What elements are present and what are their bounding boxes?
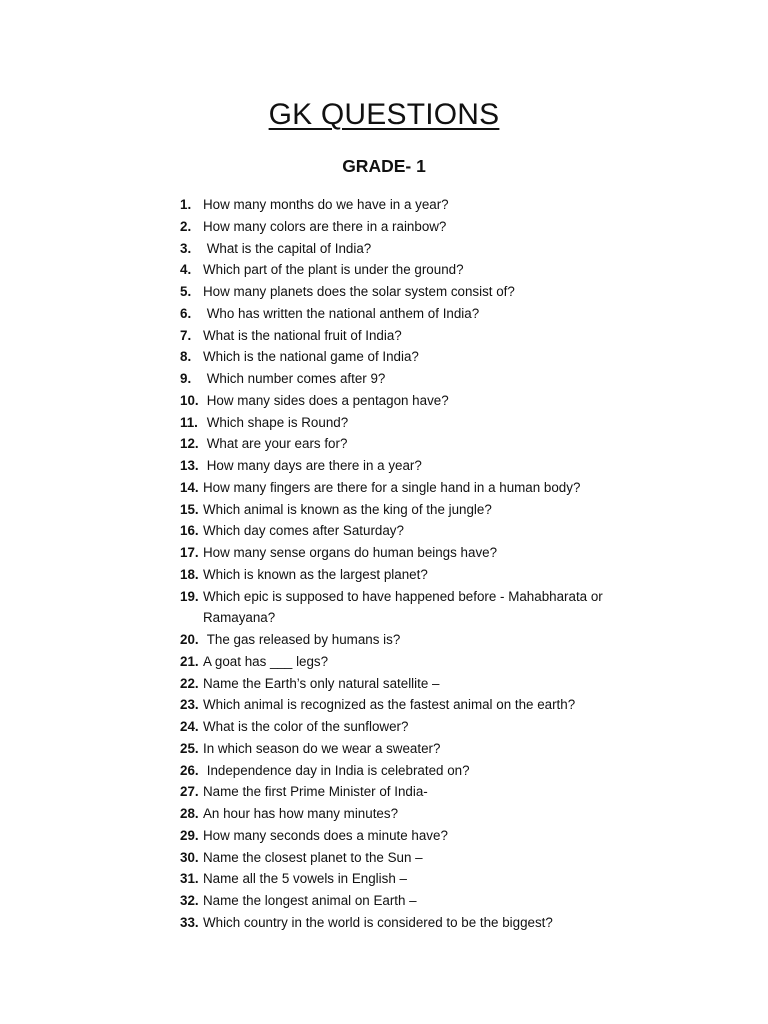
question-number: 17. — [180, 545, 199, 560]
question-item — [180, 760, 640, 782]
question-item — [180, 216, 640, 238]
question-item — [180, 303, 640, 325]
question-number: 30. — [180, 849, 199, 865]
question-number: 15. — [180, 501, 199, 517]
question-number: 26. — [180, 762, 199, 778]
question-number: 21. — [180, 653, 199, 669]
question-text: An hour has how many minutes? — [203, 806, 399, 821]
question-item — [180, 847, 640, 869]
grade-heading: GRADE- 1 — [342, 156, 426, 176]
question-text: Which part of the plant is under the ground? — [203, 262, 464, 278]
question-text: What is the color of the sunflower? — [203, 719, 409, 734]
question-number: 23. — [180, 697, 199, 713]
question-number: 4. — [180, 262, 192, 278]
question-number: 29. — [180, 827, 199, 843]
question-number: 11. — [180, 414, 198, 430]
question-text: A goat has ___ legs? — [203, 653, 329, 669]
question-item — [180, 433, 640, 455]
question-text: How many days are there in a year? — [203, 458, 422, 473]
question-item — [180, 368, 640, 390]
question-number: 3. — [180, 240, 192, 256]
question-item — [180, 738, 640, 760]
question-text: Name the longest animal on Earth – — [203, 893, 417, 908]
question-item — [180, 651, 640, 673]
question-text: How many sides does a pentagon have? — [203, 392, 449, 408]
question-number: 18. — [180, 566, 199, 582]
question-number: 16. — [180, 523, 199, 539]
question-number: 33. — [180, 914, 199, 930]
question-item — [180, 803, 640, 825]
question-number: 2. — [180, 218, 192, 234]
question-item — [180, 542, 640, 564]
question-text: Which is the national game of India? — [203, 349, 419, 365]
question-item — [180, 673, 640, 695]
question-text: How many sense organs do human beings have? — [203, 545, 498, 560]
question-text: How many months do we have in a year? — [203, 197, 449, 212]
question-list — [180, 194, 640, 934]
question-item — [180, 455, 640, 477]
question-text: Which number comes after 9? — [203, 371, 386, 386]
question-number: 20. — [180, 632, 199, 647]
question-item — [180, 259, 640, 281]
question-text: How many fingers are there for a single hand in a human body? — [203, 479, 581, 495]
question-number: 5. — [180, 284, 192, 299]
question-number: 25. — [180, 740, 199, 756]
page-title: GK QUESTIONS — [268, 98, 500, 131]
question-number: 8. — [180, 349, 192, 365]
question-text: Name the first Prime Minister of India- — [203, 784, 428, 800]
question-text: What are your ears for? — [203, 436, 348, 452]
question-text: How many colors are there in a rainbow? — [203, 218, 447, 234]
question-item — [180, 694, 640, 716]
question-number: 1. — [180, 197, 192, 212]
question-text: Which country in the world is considered to be the biggest? — [203, 914, 553, 930]
question-number: 27. — [180, 784, 199, 800]
question-number: 10. — [180, 392, 199, 408]
question-number: 7. — [180, 327, 192, 343]
question-item — [180, 912, 640, 934]
question-item — [180, 477, 640, 499]
question-item — [180, 390, 640, 412]
question-number: 6. — [180, 305, 192, 321]
question-text: Which epic is supposed to have happened before - Mahabharata or Ramayana? — [203, 588, 607, 626]
question-number: 22. — [180, 675, 199, 691]
question-text: The gas released by humans is? — [203, 632, 401, 647]
question-item — [180, 281, 640, 303]
question-number: 28. — [180, 806, 199, 821]
question-text: What is the capital of India? — [203, 240, 372, 256]
question-number: 24. — [180, 719, 199, 734]
question-text: Name the closest planet to the Sun – — [203, 849, 423, 865]
question-text: How many planets does the solar system consist of? — [203, 284, 515, 299]
question-item — [180, 194, 640, 216]
question-text: Who has written the national anthem of India? — [203, 305, 480, 321]
question-number: 31. — [180, 871, 199, 887]
question-item — [180, 781, 640, 803]
question-item — [180, 868, 640, 890]
question-item — [180, 346, 640, 368]
question-text: Which shape is Round? — [203, 414, 349, 430]
question-text: Which animal is recognized as the fastest animal on the earth? — [203, 697, 576, 713]
question-item — [180, 325, 640, 347]
question-item — [180, 412, 640, 434]
question-text: Which day comes after Saturday? — [203, 523, 404, 539]
question-number: 14. — [180, 479, 199, 495]
question-text: What is the national fruit of India? — [203, 327, 402, 343]
question-item — [180, 825, 640, 847]
question-item — [180, 564, 640, 586]
question-text: Independence day in India is celebrated on? — [203, 762, 470, 778]
question-item — [180, 499, 640, 521]
question-item — [180, 238, 640, 260]
question-item — [180, 586, 640, 630]
question-item — [180, 890, 640, 912]
question-item — [180, 716, 640, 738]
question-item — [180, 520, 640, 542]
question-number: 19. — [180, 588, 199, 604]
question-number: 9. — [180, 371, 192, 386]
question-number: 32. — [180, 893, 199, 908]
question-text: Which is known as the largest planet? — [203, 566, 428, 582]
question-number: 12. — [180, 436, 199, 452]
question-text: How many seconds does a minute have? — [203, 827, 448, 843]
question-text: In which season do we wear a sweater? — [203, 740, 441, 756]
question-text: Name all the 5 vowels in English – — [203, 871, 407, 887]
question-item — [180, 629, 640, 651]
question-text: Which animal is known as the king of the jungle? — [203, 501, 492, 517]
question-number: 13. — [180, 458, 199, 473]
question-text: Name the Earth’s only natural satellite – — [203, 675, 440, 691]
